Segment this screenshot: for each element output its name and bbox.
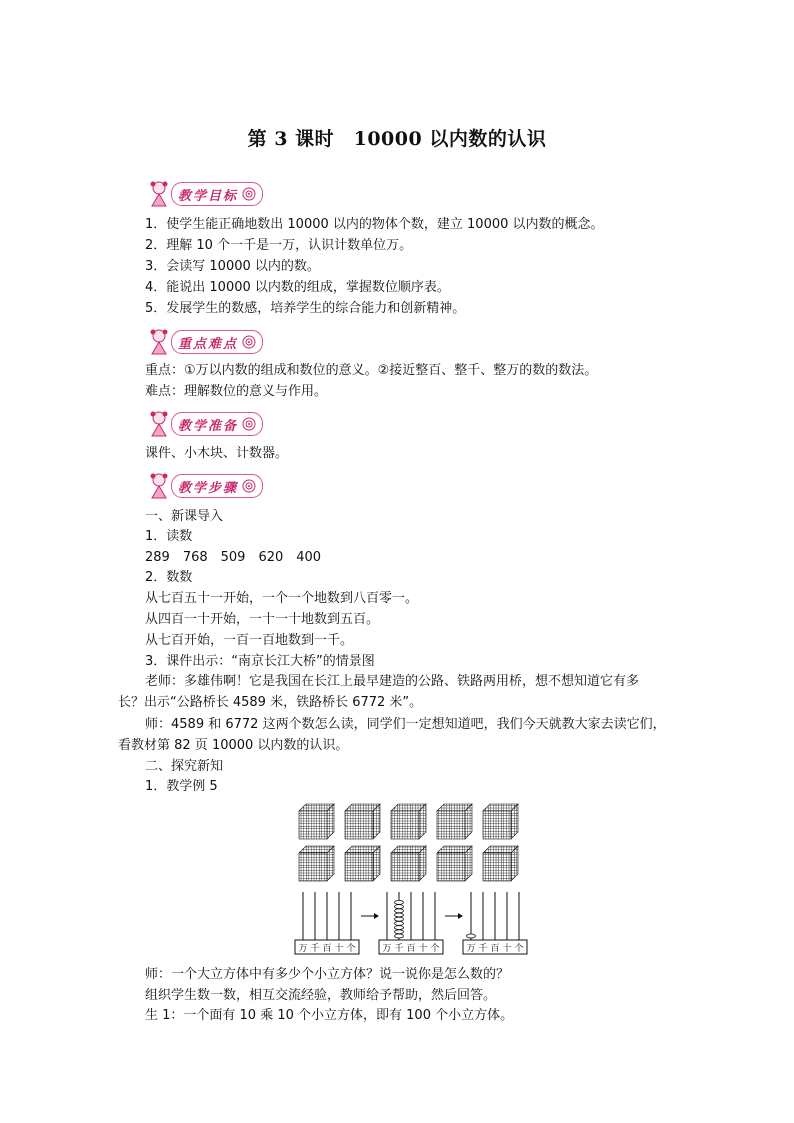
thousand-cube: [437, 846, 472, 881]
section-label: 教学目标: [178, 188, 239, 204]
target-icon: [242, 335, 256, 349]
step-line: 师：4589 和 6772 这两个数怎么读，同学们一定想知道吧，我们今天就教大家去读它们，: [145, 717, 666, 732]
page-title: 第 3 课时 10000 以内数的认识: [247, 128, 547, 150]
step-line: 二、探究新知: [145, 759, 224, 774]
step-line: 1．教学例 5: [145, 779, 218, 794]
place-value-label: 十: [334, 944, 344, 954]
section-header-key: [148, 328, 263, 356]
thousand-cube: [391, 804, 426, 839]
abacus-bead: [395, 930, 404, 934]
place-value-label: 十: [418, 944, 428, 954]
girl-icon: [148, 180, 170, 208]
step-line: 2．数数: [145, 570, 193, 585]
abacus-bead: [395, 921, 404, 925]
step-line: 看教材第 82 页 10000 以内数的认识。: [118, 738, 349, 753]
section-label: 重点难点: [178, 336, 239, 352]
arrow-icon: [458, 913, 463, 919]
place-value-label: 万: [466, 944, 476, 954]
section-label: 教学准备: [178, 418, 239, 434]
step-line: 老师：多雄伟啊！它是我国在长江上最早建造的公路、铁路两用桥，想不想知道它有多: [145, 674, 640, 689]
section-header-steps: [148, 472, 263, 500]
thousand-cube: [299, 846, 334, 881]
step-line: 1．读数: [145, 529, 193, 544]
place-value-label: 个: [430, 944, 440, 954]
girl-icon: [148, 328, 170, 356]
abacus-bead: [467, 934, 476, 938]
section-label: 教学步骤: [178, 480, 239, 496]
thousand-cube: [345, 804, 380, 839]
thousand-cube: [437, 804, 472, 839]
step-line: 3．课件出示：“南京长江大桥”的情景图: [145, 654, 375, 669]
girl-icon: [148, 410, 170, 438]
thousand-cube: [345, 846, 380, 881]
cubes-and-abacus-figure: [293, 800, 533, 960]
abacus-bead: [395, 917, 404, 921]
key-line: 重点：①万以内数的组成和数位的意义。②接近整百、整千、整万的数的数法。: [145, 363, 598, 378]
section-label-box: [171, 474, 263, 498]
after-line: 组织学生数一数，相互交流经验，教师给予帮助，然后回答。: [145, 988, 497, 1003]
step-line: 289 768 509 620 400: [145, 550, 322, 565]
step-line: 从七百开始，一百一百地数到一千。: [145, 633, 354, 648]
place-value-label: 千: [478, 944, 488, 954]
place-value-label: 百: [490, 944, 500, 954]
goal-line: 2．理解 10 个一千是一万，认识计数单位万。: [145, 238, 413, 253]
section-label-box: [171, 182, 263, 206]
abacus-bead: [395, 913, 404, 917]
place-value-label: 千: [310, 944, 320, 954]
place-value-label: 万: [298, 944, 308, 954]
thousand-cube: [299, 804, 334, 839]
arrow-icon: [374, 913, 379, 919]
target-icon: [242, 187, 256, 201]
place-value-label: 千: [394, 944, 404, 954]
target-icon: [242, 479, 256, 493]
abacus-bead: [395, 900, 404, 904]
thousand-cube: [483, 846, 518, 881]
section-label-box: [171, 412, 263, 436]
goal-line: 4．能说出 10000 以内数的组成，掌握数位顺序表。: [145, 280, 450, 295]
goal-line: 5．发展学生的数感，培养学生的综合能力和创新精神。: [145, 301, 466, 316]
place-value-label: 百: [406, 944, 416, 954]
step-line: 从四百一十开始，一十一十地数到五百。: [145, 612, 380, 627]
step-line: 长？出示“公路桥长 4589 米，铁路桥长 6772 米”。: [118, 695, 423, 710]
abacus-bead: [395, 905, 404, 909]
abacus-bead: [395, 909, 404, 913]
section-header-goals: [148, 180, 263, 208]
place-value-label: 万: [382, 944, 392, 954]
target-icon: [242, 417, 256, 431]
girl-icon: [148, 472, 170, 500]
after-line: 生 1：一个面有 10 乘 10 个小立方体，即有 100 个小立方体。: [145, 1008, 514, 1023]
section-label-box: [171, 330, 263, 354]
section-header-prep: [148, 410, 263, 438]
prep-line: 课件、小木块、计数器。: [145, 446, 289, 461]
step-line: 一、新课导入: [145, 509, 224, 524]
thousand-cube: [391, 846, 426, 881]
abacus-bead: [395, 926, 404, 930]
step-line: 从七百五十一开始，一个一个地数到八百零一。: [145, 591, 419, 606]
after-line: 师：一个大立方体中有多少个小立方体？说一说你是怎么数的？: [145, 967, 510, 982]
place-value-label: 十: [502, 944, 512, 954]
place-value-label: 个: [346, 944, 356, 954]
goal-line: 1．使学生能正确地数出 10000 以内的物体个数，建立 10000 以内数的概念。: [145, 217, 604, 232]
place-value-label: 百: [322, 944, 332, 954]
key-line: 难点：理解数位的意义与作用。: [145, 384, 328, 399]
goal-line: 3．会读写 10000 以内的数。: [145, 259, 320, 274]
abacus-bead: [395, 934, 404, 938]
thousand-cube: [483, 804, 518, 839]
place-value-label: 个: [514, 944, 524, 954]
